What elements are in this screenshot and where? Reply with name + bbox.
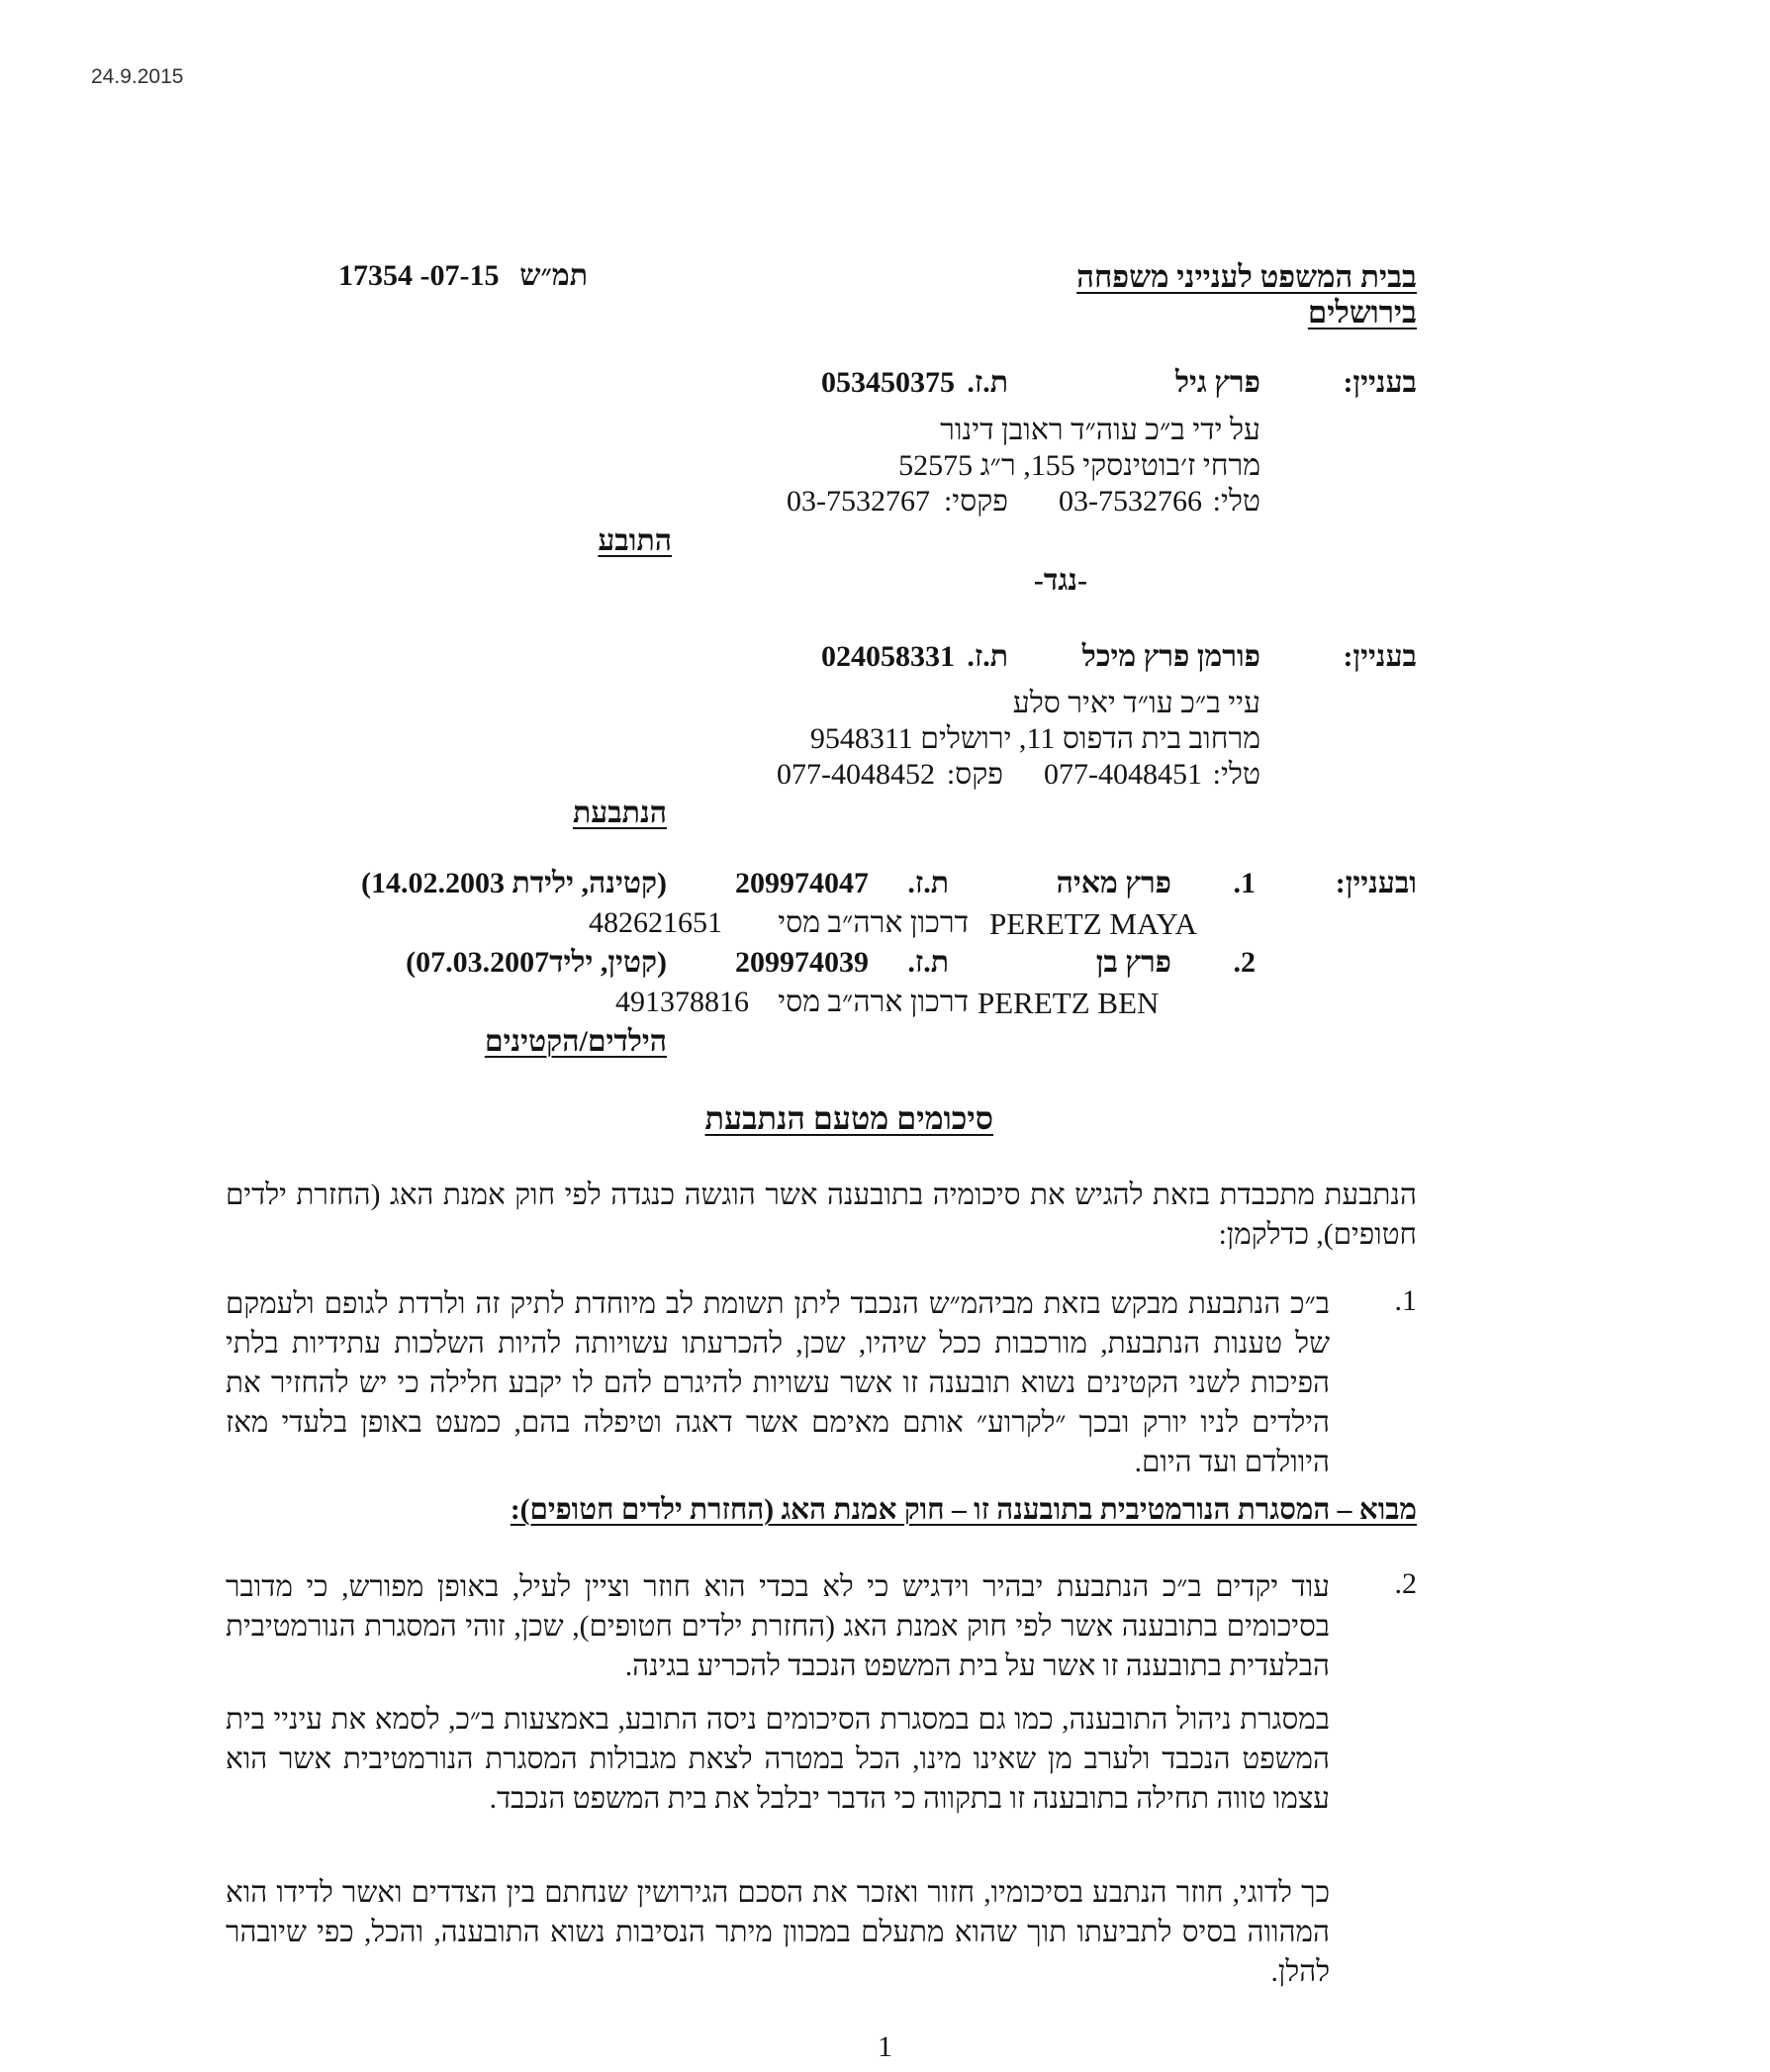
child-2-name: פרץ בן bbox=[1095, 946, 1171, 979]
section-heading: מבוא – המסגרת הנורמטיבית בתובענה זו – חוק אמנת האג (החזרת ילדים חטופים): bbox=[510, 1494, 1417, 1526]
plaintiff-role: התובע bbox=[598, 524, 672, 557]
child-1-id-label: ת.ז. bbox=[907, 867, 949, 899]
paragraph-4: כך לדוגי, חוזר הנתבע בסיכומיו, חזור ואזכר את הסכם הגירושין שנחתם בין הצדדים ואשר לדידו הוא המהווה בסיס לתביעתו תוך שהוא מתעלם במכוון מיתר הנסיבות נשוא התובענה, והכל, כפי שיובהר להלן. bbox=[226, 1877, 1330, 1988]
child-1-id: 209974047 bbox=[735, 867, 869, 899]
document-title: סיכומים מטעם הנתבעת bbox=[704, 1100, 993, 1136]
child-1-name: פרץ מאיה bbox=[1056, 867, 1171, 899]
plaintiff-fax-label: פקסי: bbox=[943, 485, 1008, 518]
child-1-passport-label: דרכון ארה״ב מסי bbox=[778, 906, 969, 939]
children-role: הילדים/הקטינים bbox=[484, 1025, 667, 1058]
child-2-id: 209974039 bbox=[735, 946, 869, 979]
children-label: ובעניין: bbox=[1335, 867, 1417, 899]
defendant-phone: 077-4048451 bbox=[1044, 758, 1202, 791]
paragraph-2-number: 2. bbox=[1394, 1567, 1417, 1600]
defendant-id: 024058331 bbox=[821, 640, 955, 673]
child-2-passport-latin: PERETZ BEN bbox=[978, 986, 1160, 1020]
defendant-role: הנתבעת bbox=[572, 797, 667, 829]
paragraph-1: ב״כ הנתבעת מבקש בזאת מביהמ״ש הנכבד ליתן תשומת לב מיוחדת לתיק זה ולרדת לגופם ולעמקם של טענות הנתבעת, מורכבות ככל שיהיו, שכן, להכרעתו עשויותה להיות השלכות עתידיות בלתי הפיכות לשני הקטינים נשוא תובענה זו אשר עשויות להיגרם להם לו יקבע חלילה כי יש להחזיר את הילדים לניו יורק ובכך ״לקרוע״ אותם מאימם אשר דאגה וטיפלה בהם, כמעט באופן בלעדי מאז היוולדם ועד היום. bbox=[226, 1288, 1330, 1478]
case-label: תמ״ש bbox=[519, 259, 588, 292]
plaintiff-fax: 03-7532767 bbox=[787, 485, 930, 518]
plaintiff-counsel: על ידי ב״כ עוה״ד ראובן דינור bbox=[940, 414, 1260, 446]
case-number: 17354 -07-15 bbox=[338, 259, 500, 292]
plaintiff-label: בעניין: bbox=[1343, 366, 1417, 399]
plaintiff-id: 053450375 bbox=[821, 366, 955, 399]
paragraph-3: במסגרת ניהול התובענה, כמו גם במסגרת הסיכומים ניסה התובע, באמצעות ב״כ, לסמא את עיניי בית המשפט הנכבד ולערב מן שאינו מינו, הכל במטרה לצאת מגבולות המסגרת הנורמטיבית אשר הוא עצמו טווה תחילה בתובענה זו בתקווה כי הדבר יבלבל את בית המשפט הנכבד. bbox=[226, 1704, 1330, 1815]
child-2-status: (קטין, יליד07.03.2007) bbox=[406, 946, 667, 979]
child-1-passport-no: 482621651 bbox=[589, 906, 722, 939]
child-1-passport-latin: PERETZ MAYA bbox=[989, 906, 1197, 941]
child-2-id-label: ת.ז. bbox=[907, 946, 949, 979]
document-date: 24.9.2015 bbox=[91, 65, 184, 88]
intro-paragraph: הנתבעת מתכבדת בזאת להגיש את סיכומיה בתובענה אשר הוגשה כנגדה לפי חוק אמנת האג (החזרת ילדים חטופים), כדלקמן: bbox=[226, 1179, 1417, 1251]
plaintiff-name: פרץ גיל bbox=[1175, 366, 1260, 399]
plaintiff-phone-label: טלי: bbox=[1212, 485, 1260, 518]
paragraph-2: עוד יקדים ב״כ הנתבעת יבהיר וידגיש כי לא בכדי הוא חוזר וציין לעיל, באופן מפורש, כי מדובר בסיכומים בתובענה אשר לפי חוק אמנת האג (החזרת ילדים חטופים), שכן, זוהי המסגרת הנורמטיבית הבלעדית בתובענה זו אשר על בית המשפט הנכבד להכריע בגינה. bbox=[226, 1571, 1330, 1682]
court-name: בבית המשפט לענייני משפחה bbox=[1076, 259, 1417, 294]
defendant-fax: 077-4048452 bbox=[777, 758, 935, 791]
child-2-passport-no: 491378816 bbox=[615, 986, 749, 1018]
defendant-phone-label: טלי: bbox=[1212, 758, 1260, 791]
defendant-counsel: עיי ב״כ עו״ד יאיר סלע bbox=[1012, 687, 1260, 719]
page-number: 1 bbox=[878, 2030, 892, 2063]
child-1-status: (קטינה, ילידת 14.02.2003) bbox=[360, 867, 667, 899]
paragraph-1-number: 1. bbox=[1394, 1284, 1417, 1317]
versus: -נגד- bbox=[1033, 564, 1087, 597]
defendant-id-label: ת.ז. bbox=[967, 640, 1008, 673]
plaintiff-id-label: ת.ז. bbox=[967, 366, 1008, 399]
child-1-num: 1. bbox=[1233, 867, 1256, 899]
plaintiff-address: מרחי ז׳בוטינסקי 155, ר״ג 52575 bbox=[898, 449, 1260, 482]
defendant-address: מרחוב בית הדפוס 11, ירושלים 9548311 bbox=[809, 722, 1260, 755]
plaintiff-phone: 03-7532766 bbox=[1059, 485, 1202, 518]
defendant-label: בעניין: bbox=[1343, 640, 1417, 673]
defendant-fax-label: פקס: bbox=[946, 758, 1003, 791]
court-city: בירושלים bbox=[1307, 295, 1417, 330]
defendant-name: פורמן פרץ מיכל bbox=[1081, 640, 1260, 673]
child-2-num: 2. bbox=[1233, 946, 1256, 979]
child-2-passport-label: דרכון ארה״ב מסי bbox=[778, 986, 969, 1018]
